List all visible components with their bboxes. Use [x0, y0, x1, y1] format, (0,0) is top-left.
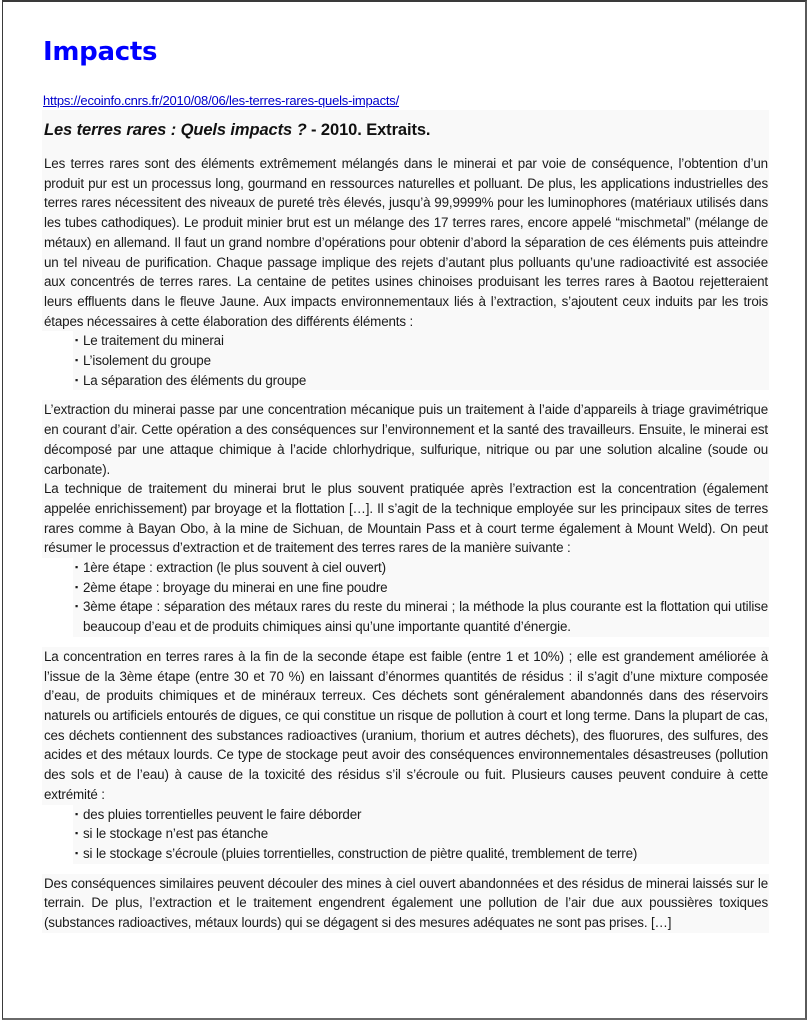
list-item-text: La séparation des éléments du groupe: [83, 372, 307, 388]
section-gap: [42, 637, 769, 647]
list-item: [73, 578, 768, 598]
page-title: Impacts: [43, 37, 158, 67]
document-frame: [2, 0, 807, 1020]
bullet-square-icon: ▪: [75, 581, 79, 592]
list-item: [73, 371, 768, 391]
list-item-text: L’isolement du groupe: [83, 353, 211, 369]
bullet-list: [73, 331, 769, 390]
bullet-square-icon: ▪: [75, 847, 79, 858]
list-item: [73, 597, 768, 636]
list-item-text: si le stockage s’écroule (pluies torrentielles, construction de piètre qualité, tremblement de terre): [83, 845, 638, 861]
list-item-text: 2ème étape : broyage du minerai en une fine poudre: [83, 579, 388, 595]
section-gap: [42, 864, 769, 874]
source-link[interactable]: https://ecoinfo.cnrs.fr/2010/08/06/les-terres-rares-quels-impacts/: [43, 93, 400, 108]
list-item: [73, 351, 768, 371]
bullet-square-icon: ▪: [75, 562, 79, 573]
list-item-text: 1ère étape : extraction (le plus souvent à ciel ouvert): [83, 560, 386, 576]
paragraph: La concentration en terres rares à la fin de la seconde étape est faible (entre 1 et 10%) ; elle est grandement améliorée à l’issue de la 3ème étape (entre 30 et 70 %) en laissant d’énormes quantités de résidus : il s’agit d’une mixture composée d’eau, de produits chimiques et de minéraux terreux. Ces déchets sont généralement abandonnés dans des réservoirs naturels ou artificiels entourés de digues, ce qui constitue un risque de pollution à court et long terme. Dans la plupart de cas, ces déchets contiennent des substances radioactives (uranium, thorium et autres déchets), des fluorures, des sulfures, des acides et des métaux lourds. Ce type de stockage peut avoir des conséquences environnementales désastreuses (pollution des sols et de l’eau) à cause de la toxicité des résidus s’il s’écroule ou fuit. Plusieurs causes peuvent conduire à cette extrémité :: [42, 647, 769, 805]
subtitle-year: - 2010. Extraits.: [306, 121, 431, 139]
bullet-square-icon: ▪: [75, 601, 79, 612]
bullet-square-icon: ▪: [75, 355, 79, 366]
paragraph: Des conséquences similaires peuvent découler des mines à ciel ouvert abandonnées et des résidus de minerai laissés sur le terrain. De plus, l’extraction et le traitement engendrent également une pollution de l’air due aux poussières toxiques (substances radioactives, métaux lourds) qui se dégagent si des mesures adéquates ne sont pas prises. […]: [42, 874, 769, 933]
paragraph: La technique de traitement du minerai brut le plus souvent pratiquée après l’extraction est la concentration (également appelée enrichissement) par broyage et la flottation […]. Il s’agit de la technique employée sur les principaux sites de terres rares comme à Bayan Obo, à la mine de Sichuan, de Mountain Pass et à court terme également à Mount Weld). On peut résumer le processus d’extraction et de traitement des terres rares de la manière suivante :: [42, 479, 769, 558]
list-item-text: des pluies torrentielles peuvent le faire déborder: [83, 806, 362, 822]
bullet-square-icon: ▪: [75, 828, 79, 839]
list-item: [73, 805, 768, 825]
bullet-list: [73, 558, 769, 637]
paragraph: Les terres rares sont des éléments extrêmement mélangés dans le minerai et par voie de conséquence, l’obtention d’un produit pur est un processus long, gourmand en ressources naturelles et polluant. De plus, les applications industrielles des terres rares nécessitent des niveaux de pureté très élevés, jusqu’à 99,9999% pour les luminophores (matériaux utilisés dans les tubes cathodiques). Le produit minier brut est un mélange des 17 terres rares, encore appelé “mischmetal” (mélange de métaux) en allemand. Il faut un grand nombre d’opérations pour obtenir d’abord la séparation de ces éléments puis atteindre un tel niveau de purification. Chaque passage implique des rejets d’autant plus polluants qu’une radioactivité est associée aux concentrés de terres rares. La centaine de petites usines chinoises produisant les terres rares à Baotou rejetteraient leurs effluents dans le fleuve Jaune. Aux impacts environnementaux liés à l’extraction, s’ajoutent ceux induits par les trois étapes nécessaires à cette élaboration des différents éléments :: [42, 154, 769, 331]
list-item: [73, 844, 768, 864]
bullet-square-icon: ▪: [75, 374, 79, 385]
list-item-text: si le stockage n’est pas étanche: [83, 826, 269, 842]
section-gap: [42, 390, 769, 400]
list-item: [73, 558, 768, 578]
list-item: [73, 824, 768, 844]
list-item-text: 3ème étape : séparation des métaux rares du reste du minerai ; la méthode la plus courante est la flottation qui utilise beaucoup d’eau et de produits chimiques ainsi qu’une importante quantité d’énergie.: [83, 599, 768, 635]
paragraph: L’extraction du minerai passe par une concentration mécanique puis un traitement à l’aide d’appareils à triage gravimétrique en courant d’air. Cette opération a des conséquences sur l’environnement et la santé des travailleurs. Ensuite, le minerai est décomposé par une attaque chimique à l’acide chlorhydrique, sulfurique, nitrique ou par une solution alcaline (soude ou carbonate).: [42, 400, 769, 479]
bullet-square-icon: ▪: [75, 335, 79, 346]
list-item: [73, 331, 768, 351]
list-item-text: Le traitement du minerai: [83, 333, 224, 349]
article-subtitle: [42, 110, 769, 154]
subtitle-title: Les terres rares : Quels impacts ?: [44, 121, 307, 139]
bullet-square-icon: ▪: [75, 808, 79, 819]
article-excerpt: [42, 110, 769, 933]
bullet-list: [73, 805, 769, 864]
